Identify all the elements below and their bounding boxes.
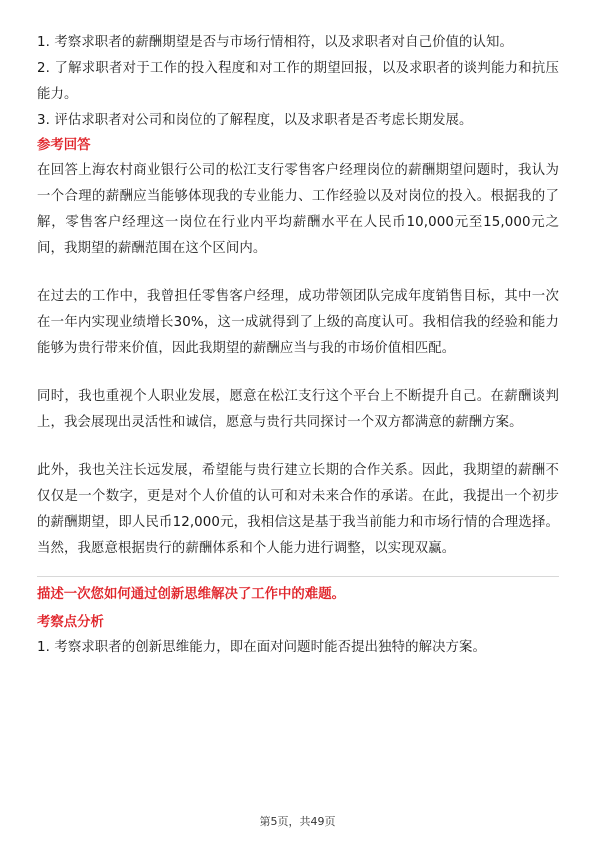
page-content	[37, 30, 559, 661]
answer-paragraph-1: 在回答上海农村商业银行公司的松江支行零售客户经理岗位的薪酬期望问题时，我认为一个合理的薪酬应当能够体现我的专业能力、工作经验以及对岗位的投入。根据我的了解，零售客户经理这一岗位在行业内平均薪酬水平在人民币10,000元至15,000元之间，我期望的薪酬范围在这个区间内。	[37, 163, 559, 256]
analysis-point-3: 3. 评估求职者对公司和岗位的了解程度，以及求职者是否考虑长期发展。	[37, 113, 473, 128]
paragraph-gap	[37, 362, 559, 384]
next-analysis-point-1: 1. 考察求职者的创新思维能力，即在面对问题时能否提出独特的解决方案。	[37, 640, 487, 655]
next-question-title: 描述一次您如何通过创新思维解决了工作中的难题。	[37, 587, 345, 602]
paragraph-gap	[37, 436, 559, 458]
answer-paragraph-2: 在过去的工作中，我曾担任零售客户经理，成功带领团队完成年度销售目标，其中一次在一年内实现业绩增长30%，这一成就得到了上级的高度认可。我相信我的经验和能力能够为贵行带来价值，因此我期望的薪酬应当与我的市场价值相匹配。	[37, 289, 559, 356]
answer-paragraph-3: 同时，我也重视个人职业发展，愿意在松江支行这个平台上不断提升自己。在薪酬谈判上，我会展现出灵活性和诚信，愿意与贵行共同探讨一个双方都满意的薪酬方案。	[37, 389, 559, 430]
paragraph-gap	[37, 262, 559, 284]
answer-paragraph-4: 此外，我也关注长远发展，希望能与贵行建立长期的合作关系。因此，我期望的薪酬不仅仅是一个数字，更是对个人价值的认可和对未来合作的承诺。在此，我提出一个初步的薪酬期望，即人民币12,000元，我相信这是基于我当前能力和市场行情的合理选择。当然，我愿意根据贵行的薪酬体系和个人能力进行调整，以实现双赢。	[37, 463, 559, 556]
analysis-point-2: 2. 了解求职者对于工作的投入程度和对工作的期望回报，以及求职者的谈判能力和抗压能力。	[37, 61, 559, 102]
next-analysis-heading: 考察点分析	[37, 615, 104, 630]
page-footer: 第5页，共49页	[259, 815, 336, 828]
reference-answer-heading: 参考回答	[37, 138, 91, 153]
analysis-point-1: 1. 考察求职者的薪酬期望是否与市场行情相符，以及求职者对自己价值的认知。	[37, 35, 514, 50]
section-divider	[37, 576, 559, 577]
